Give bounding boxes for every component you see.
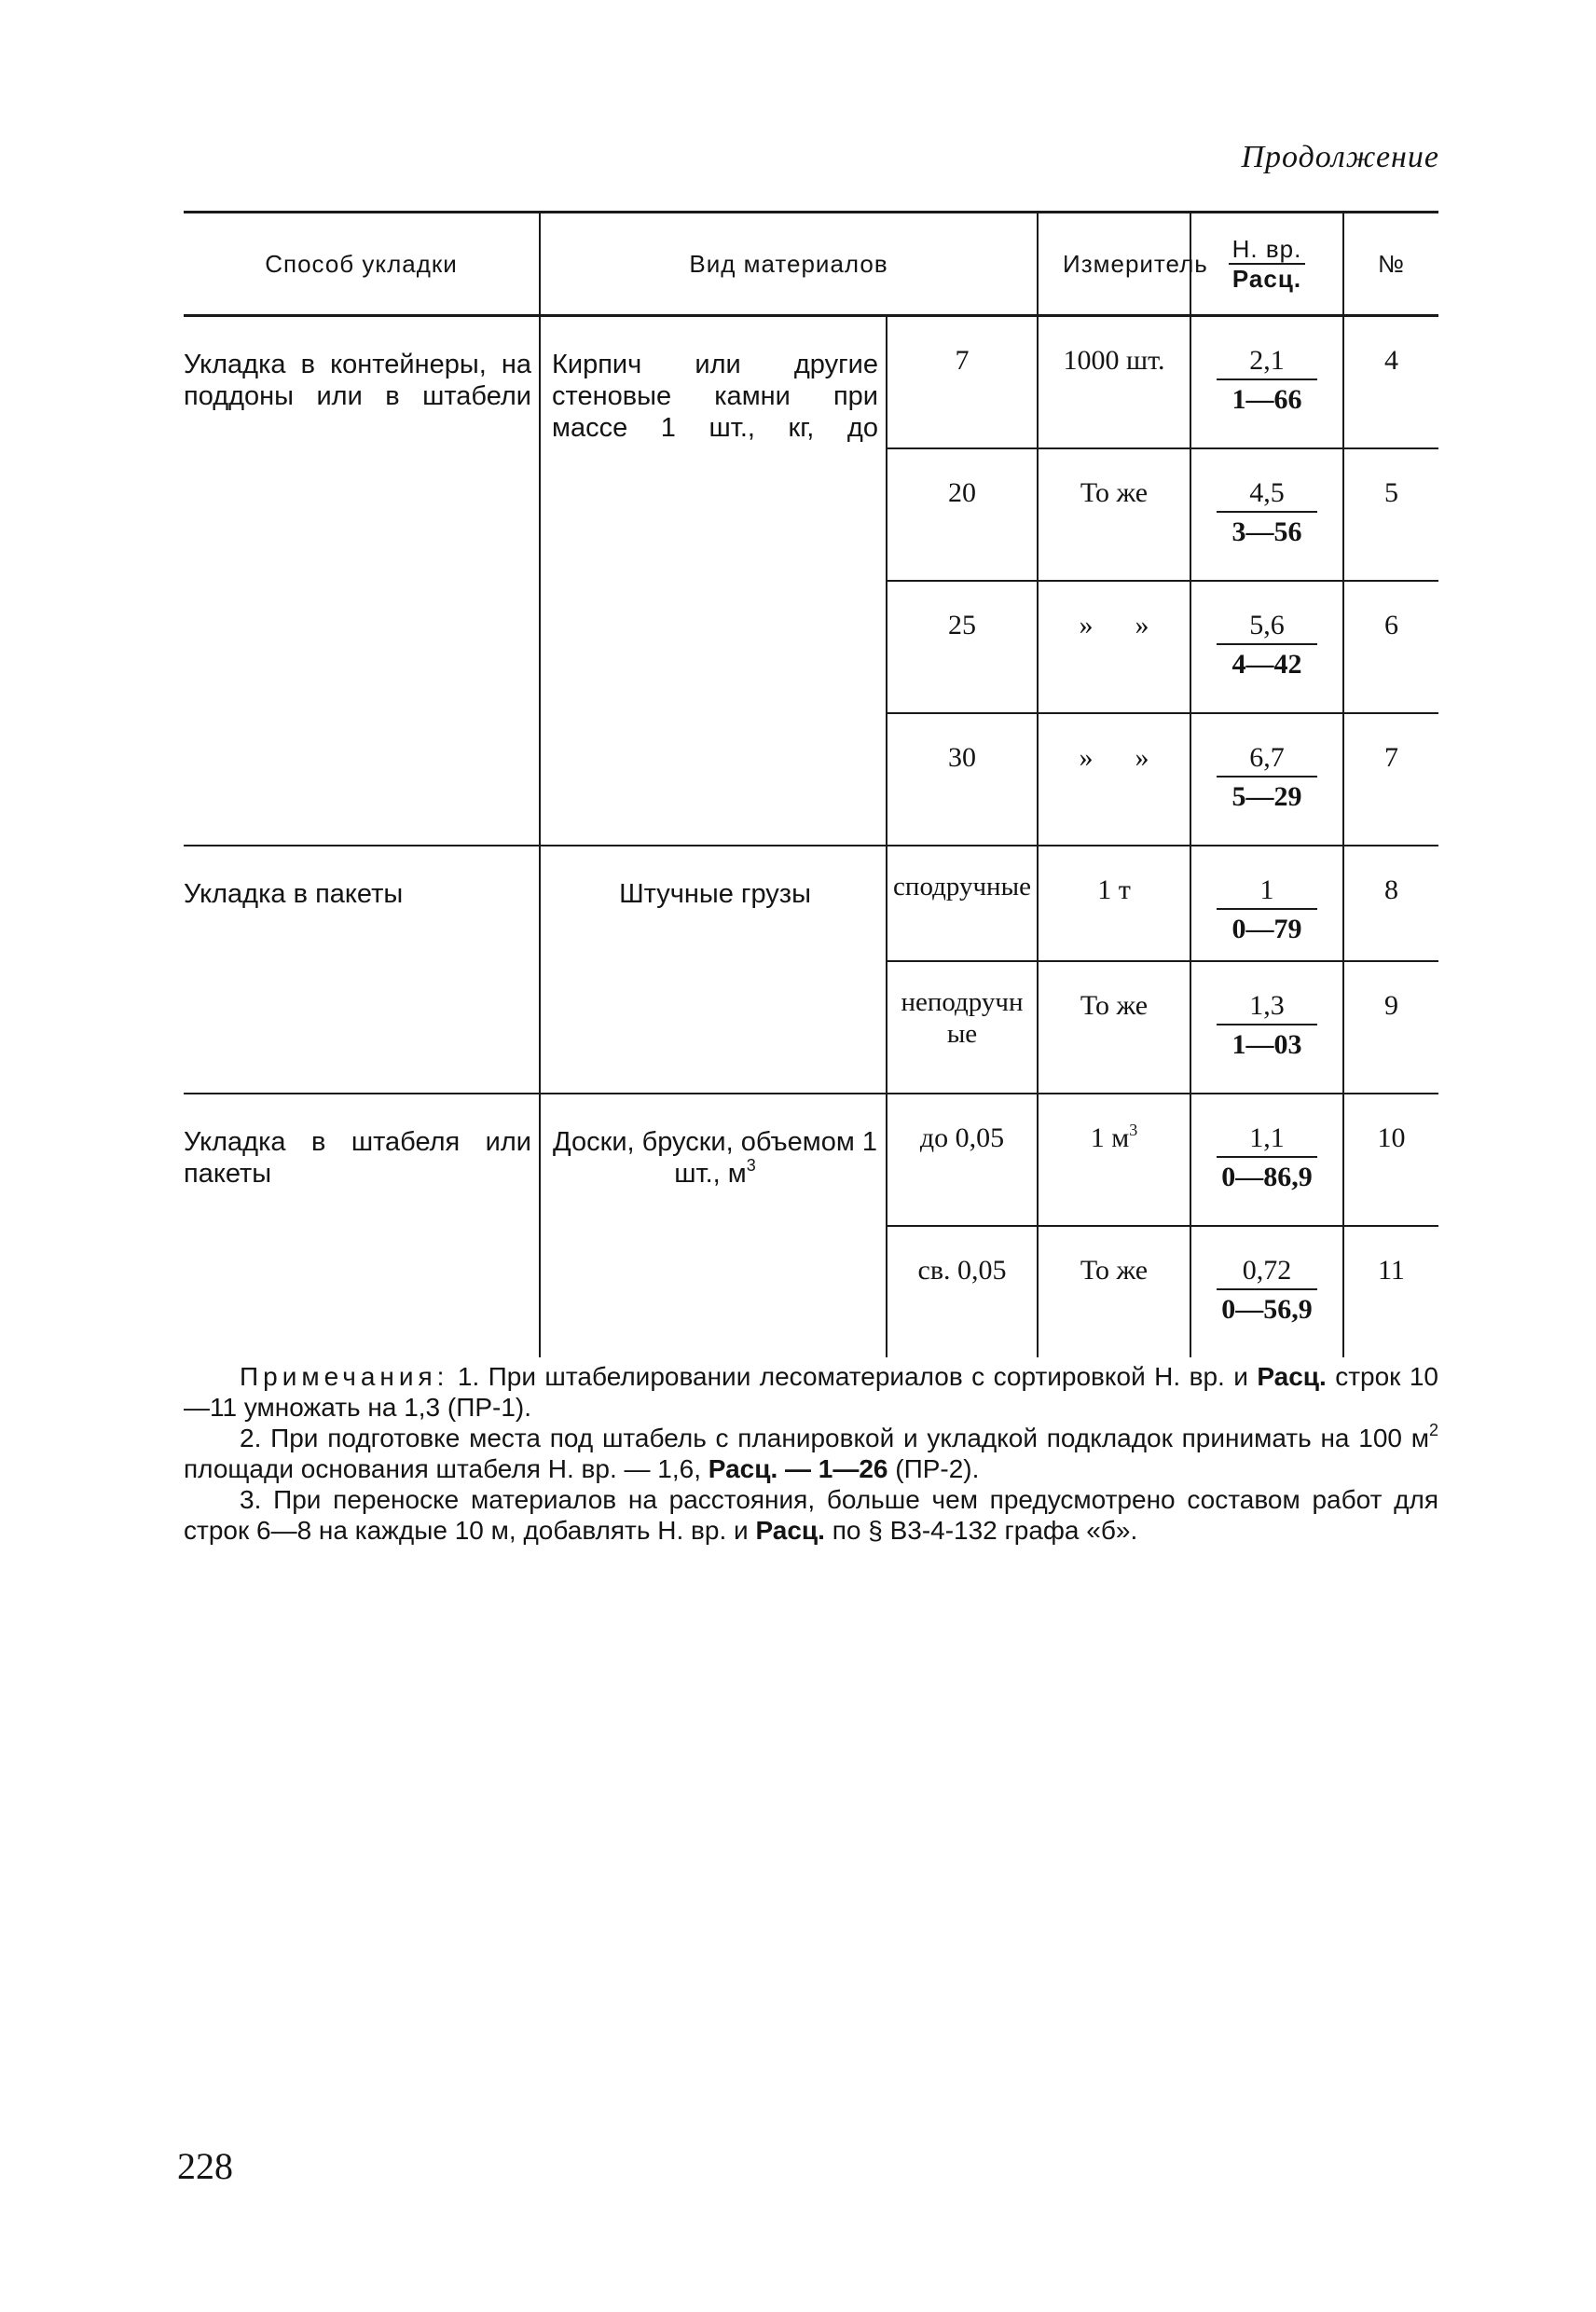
method-cell: Укладка в контейнеры, на поддоны или в штабели bbox=[184, 316, 540, 846]
rate-cell bbox=[1190, 316, 1343, 449]
col-header-unit-label: Измеритель bbox=[1063, 250, 1208, 278]
continued-label: Продолжение bbox=[1241, 140, 1439, 174]
price: 4—42 bbox=[1231, 649, 1302, 680]
col-header-method: Способ укладки bbox=[184, 213, 540, 316]
sub-cell: 20 bbox=[887, 448, 1038, 581]
sub-label: неподручные bbox=[901, 987, 1024, 1049]
unit-cell: То же bbox=[1038, 448, 1190, 581]
price: 3—56 bbox=[1231, 516, 1302, 547]
note-2-bold: Расц. — 1—26 bbox=[708, 1454, 888, 1483]
note-1-bold: Расц. bbox=[1257, 1362, 1327, 1391]
notes-label: Примечания: bbox=[240, 1362, 449, 1391]
rate-cell bbox=[1190, 1226, 1343, 1357]
row-number: 4 bbox=[1343, 316, 1438, 449]
rate-cell bbox=[1190, 961, 1343, 1094]
norm-time: 6,7 bbox=[1217, 742, 1317, 778]
material-sup: 3 bbox=[746, 1156, 756, 1175]
row-number: 11 bbox=[1343, 1226, 1438, 1357]
sub-cell bbox=[887, 961, 1038, 1094]
col-header-rate-bottom: Расц. bbox=[1231, 265, 1302, 293]
method-cell: Укладка в пакеты bbox=[184, 846, 540, 1094]
rate-cell bbox=[1190, 448, 1343, 581]
col-header-unit bbox=[1038, 213, 1208, 316]
price: 0—79 bbox=[1231, 914, 1302, 944]
norm-time: 2,1 bbox=[1217, 345, 1317, 380]
sub-cell: до 0,05 bbox=[887, 1094, 1038, 1226]
note-3-text-a: 3. При переноске материалов на расстояния, больше чем предусмотрено составом работ для строк 6—8 на каждые 10 м, добавлять Н. вр. и bbox=[184, 1485, 1438, 1545]
unit-cell: То же bbox=[1038, 961, 1190, 1094]
note-3 bbox=[184, 1484, 1438, 1546]
note-1-text-a: 1. При штабелировании лесоматериалов с сортировкой Н. вр. и bbox=[448, 1362, 1258, 1391]
material-cell: Кирпич или другие стеновые камни при массе 1 шт., кг, до bbox=[540, 316, 887, 846]
table-row bbox=[184, 846, 1438, 961]
unit-label: 1 м bbox=[1090, 1122, 1130, 1153]
sub-cell: св. 0,05 bbox=[887, 1226, 1038, 1357]
note-2-text-a: 2. При подготовке места под штабель с планировкой и укладкой подкладок принимать на 100 м bbox=[240, 1424, 1429, 1452]
note-2-text-b: площади основания штабеля Н. вр. — 1,6, bbox=[184, 1454, 709, 1483]
row-number: 7 bbox=[1343, 713, 1438, 846]
rate-cell bbox=[1190, 581, 1343, 713]
norm-time: 0,72 bbox=[1217, 1255, 1317, 1290]
note-3-bold: Расц. bbox=[755, 1516, 825, 1545]
rate-cell bbox=[1190, 1094, 1343, 1226]
norm-time: 1,1 bbox=[1217, 1122, 1317, 1158]
col-header-rate-top: Н. вр. bbox=[1229, 235, 1306, 265]
row-number: 8 bbox=[1343, 846, 1438, 961]
rate-cell bbox=[1190, 713, 1343, 846]
row-number: 6 bbox=[1343, 581, 1438, 713]
sub-label: сподручные bbox=[893, 872, 1031, 901]
material-cell: Штучные грузы bbox=[540, 846, 887, 1094]
note-2 bbox=[184, 1423, 1438, 1484]
unit-cell: 1 т bbox=[1038, 846, 1190, 961]
norm-time: 1,3 bbox=[1217, 990, 1317, 1025]
note-1 bbox=[184, 1361, 1438, 1423]
row-number: 9 bbox=[1343, 961, 1438, 1094]
unit-cell: » » bbox=[1038, 713, 1190, 846]
unit-sup: 3 bbox=[1129, 1121, 1138, 1139]
table-row bbox=[184, 316, 1438, 449]
sub-cell: 25 bbox=[887, 581, 1038, 713]
note-2-text-d: (ПР-2). bbox=[887, 1454, 980, 1483]
unit-cell: 1000 шт. bbox=[1038, 316, 1190, 449]
price: 0—56,9 bbox=[1221, 1294, 1313, 1325]
row-number: 10 bbox=[1343, 1094, 1438, 1226]
note-2-sup: 2 bbox=[1428, 1421, 1438, 1439]
norm-time: 4,5 bbox=[1217, 477, 1317, 513]
unit-cell: То же bbox=[1038, 1226, 1190, 1357]
material-label: Доски, бруски, объемом 1 шт., м bbox=[553, 1127, 877, 1189]
norm-time: 1 bbox=[1217, 874, 1317, 910]
rate-cell bbox=[1190, 846, 1343, 961]
col-header-material: Вид материалов bbox=[540, 213, 1038, 316]
method-cell: Укладка в штабеля или пакеты bbox=[184, 1094, 540, 1357]
sub-cell: 30 bbox=[887, 713, 1038, 846]
material-cell bbox=[540, 1094, 887, 1357]
note-3-text-c: по § В3-4-132 графа «б». bbox=[824, 1516, 1138, 1545]
page-number: 228 bbox=[177, 2145, 233, 2187]
row-number: 5 bbox=[1343, 448, 1438, 581]
price: 1—03 bbox=[1231, 1029, 1302, 1060]
sub-cell bbox=[887, 846, 1038, 961]
price: 1—66 bbox=[1231, 384, 1302, 415]
table-row bbox=[184, 1094, 1438, 1226]
sub-cell: 7 bbox=[887, 316, 1038, 449]
table-header-row bbox=[184, 213, 1438, 316]
norms-table bbox=[184, 211, 1438, 1357]
price: 0—86,9 bbox=[1221, 1162, 1313, 1192]
unit-cell bbox=[1038, 1094, 1190, 1226]
norm-time: 5,6 bbox=[1217, 610, 1317, 645]
price: 5—29 bbox=[1231, 781, 1302, 812]
col-header-rate bbox=[1190, 213, 1343, 316]
unit-cell: » » bbox=[1038, 581, 1190, 713]
notes-block bbox=[184, 1361, 1438, 1546]
note-1-text-c: строк 10—11 умножать на 1,3 (ПР-1). bbox=[184, 1362, 1438, 1422]
col-header-number: № bbox=[1343, 213, 1438, 316]
